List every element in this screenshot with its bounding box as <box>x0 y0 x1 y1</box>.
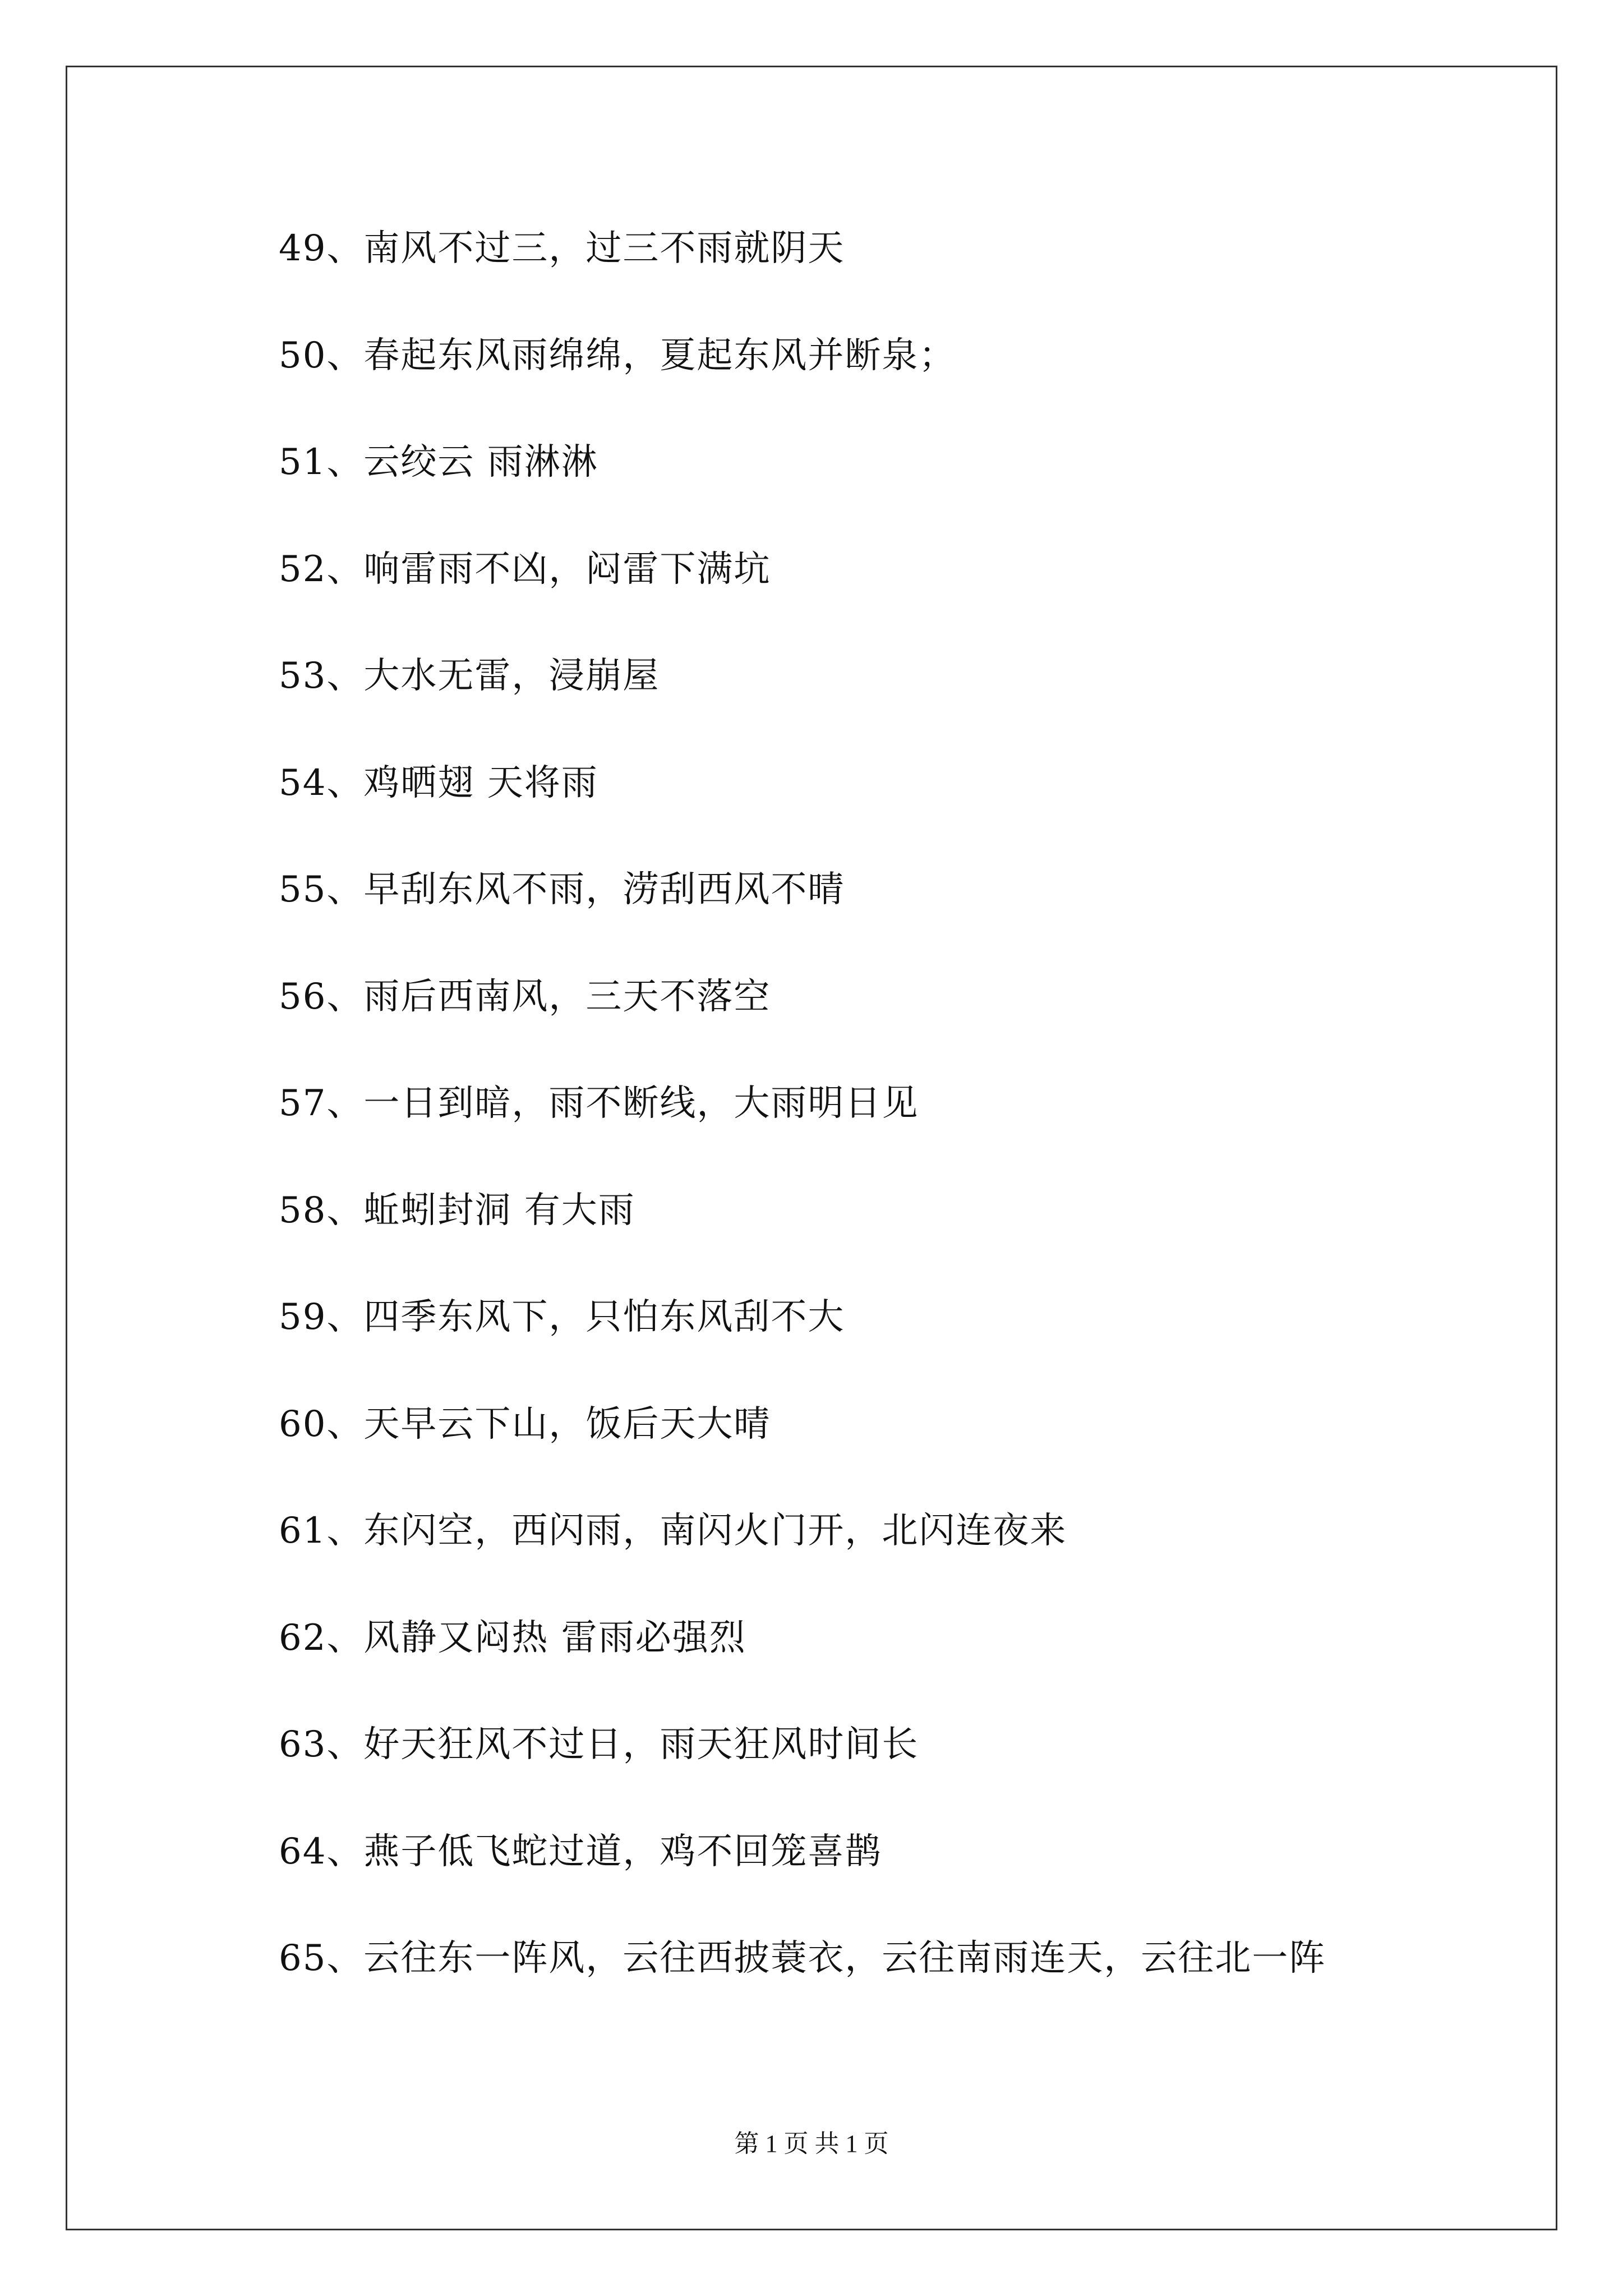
list-item: 65、云往东一阵风，云往西披蓑衣，云往南雨连天，云往北一阵 <box>279 1938 1326 1979</box>
list-item: 52、响雷雨不凶，闷雷下满坑 <box>279 548 771 590</box>
list-item: 53、大水无雷，浸崩屋 <box>279 655 660 697</box>
list-item: 50、春起东风雨绵绵，夏起东风并断泉； <box>279 334 956 376</box>
list-item: 62、风静又闷热 雷雨必强烈 <box>279 1617 746 1659</box>
list-item: 56、雨后西南风，三天不落空 <box>279 976 771 1018</box>
list-item: 63、好天狂风不过日，雨天狂风时间长 <box>279 1724 919 1765</box>
proverb-list <box>279 226 1326 2043</box>
list-item: 49、南风不过三，过三不雨就阴天 <box>279 228 845 269</box>
list-item: 59、四季东风下，只怕东风刮不大 <box>279 1296 845 1338</box>
list-item: 55、早刮东风不雨，涝刮西风不晴 <box>279 869 845 910</box>
list-item: 51、云绞云 雨淋淋 <box>279 441 598 483</box>
list-item: 58、蚯蚓封洞 有大雨 <box>279 1189 635 1231</box>
list-item: 60、天早云下山，饭后天大晴 <box>279 1403 771 1445</box>
list-item: 61、东闪空，西闪雨，南闪火门开，北闪连夜来 <box>279 1510 1067 1552</box>
list-item: 57、一日到暗，雨不断线，大雨明日见 <box>279 1083 919 1124</box>
page-number-footer: 第 1 页 共 1 页 <box>734 2130 889 2157</box>
list-item: 54、鸡晒翅 天将雨 <box>279 762 598 804</box>
list-item: 64、燕子低飞蛇过道，鸡不回笼喜鹊 <box>279 1830 882 1872</box>
